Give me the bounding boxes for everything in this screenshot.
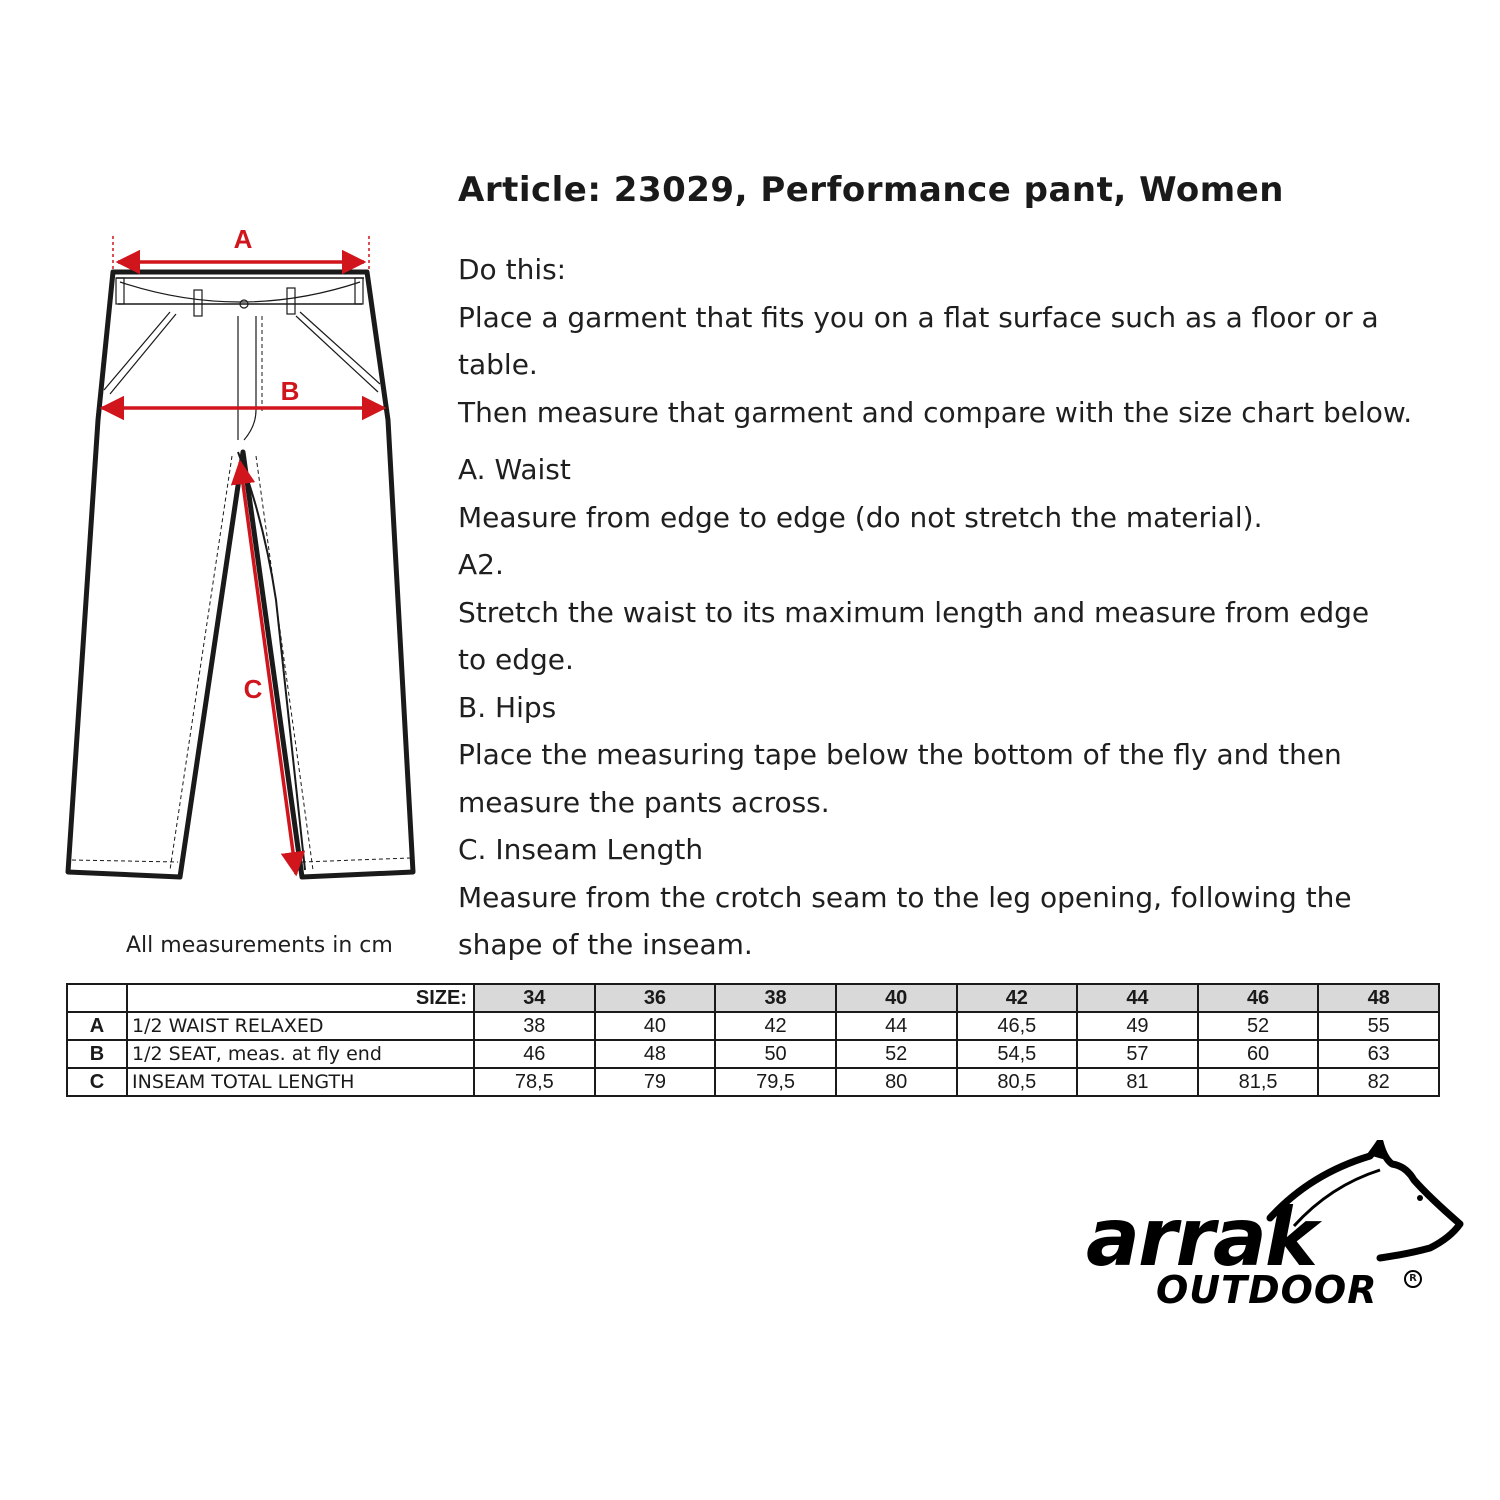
- logo-subtitle: OUTDOOR: [1156, 1268, 1378, 1312]
- table-cell: 44: [836, 1012, 957, 1040]
- section-inseam-text: Measure from the crotch seam to the leg opening, following the shape of the inseam.: [458, 880, 1352, 961]
- table-cell: 82: [1318, 1068, 1439, 1096]
- inseam-arrow: [240, 462, 296, 874]
- size-header: 46: [1198, 984, 1319, 1012]
- logo-brand: arrak: [1086, 1191, 1317, 1284]
- row-description: 1/2 WAIST RELAXED: [127, 1012, 474, 1040]
- table-cell: 46,5: [957, 1012, 1078, 1040]
- size-header: 34: [474, 984, 595, 1012]
- registered-mark: R: [1404, 1270, 1422, 1288]
- size-header: 40: [836, 984, 957, 1012]
- table-cell: 78,5: [474, 1068, 595, 1096]
- table-cell: 52: [1198, 1012, 1319, 1040]
- table-header-blank: [67, 984, 127, 1012]
- row-code: A: [67, 1012, 127, 1040]
- table-cell: 79,5: [715, 1068, 836, 1096]
- instructions-line-1: Place a garment that fits you on a flat surface such as a floor or a table.: [458, 300, 1379, 381]
- row-code: B: [67, 1040, 127, 1068]
- table-cell: 57: [1077, 1040, 1198, 1068]
- measurement-markers: [102, 236, 384, 874]
- size-header: 38: [715, 984, 836, 1012]
- instructions-panel: [458, 170, 1458, 969]
- units-note: All measurements in cm: [126, 933, 393, 958]
- label-c: C: [243, 674, 263, 704]
- page-title: Article: 23029, Performance pant, Women: [458, 170, 1284, 210]
- label-a: A: [233, 224, 253, 254]
- table-cell: 63: [1318, 1040, 1439, 1068]
- arrak-outdoor-logo: [1080, 1140, 1470, 1320]
- table-row: [67, 1040, 1439, 1068]
- section-hips-heading: B. Hips: [458, 690, 557, 724]
- table-cell: 80: [836, 1068, 957, 1096]
- table-cell: 40: [595, 1012, 716, 1040]
- instructions-heading: Do this:: [458, 253, 567, 286]
- section-waist-heading: A. Waist: [458, 453, 571, 486]
- table-cell: 46: [474, 1040, 595, 1068]
- table-cell: 50: [715, 1040, 836, 1068]
- row-code: C: [67, 1068, 127, 1096]
- table-row: [67, 1012, 1439, 1040]
- table-cell: 38: [474, 1012, 595, 1040]
- size-header: 36: [595, 984, 716, 1012]
- table-cell: 52: [836, 1040, 957, 1068]
- table-cell: 81,5: [1198, 1068, 1319, 1096]
- table-cell: 55: [1318, 1012, 1439, 1040]
- section-a2-text: Stretch the waist to its maximum length and measure from edge to edge.: [458, 595, 1370, 676]
- size-header: 42: [957, 984, 1078, 1012]
- row-description: 1/2 SEAT, meas. at fly end: [127, 1040, 474, 1068]
- table-cell: 49: [1077, 1012, 1198, 1040]
- instructions-line-2: Then measure that garment and compare with the size chart below.: [458, 395, 1413, 429]
- table-cell: 80,5: [957, 1068, 1078, 1096]
- table-cell: 54,5: [957, 1040, 1078, 1068]
- row-description: INSEAM TOTAL LENGTH: [127, 1068, 474, 1096]
- section-a2-heading: A2.: [458, 548, 504, 581]
- size-label: SIZE:: [127, 984, 474, 1012]
- table-cell: 79: [595, 1068, 716, 1096]
- size-header: 44: [1077, 984, 1198, 1012]
- pants-outline: [68, 272, 413, 877]
- label-b: B: [280, 376, 300, 406]
- table-cell: 48: [595, 1040, 716, 1068]
- size-chart-table: [66, 983, 1440, 1097]
- table-cell: 60: [1198, 1040, 1319, 1068]
- size-header: 48: [1318, 984, 1439, 1012]
- table-cell: 81: [1077, 1068, 1198, 1096]
- table-header-row: [67, 984, 1439, 1012]
- table-cell: 42: [715, 1012, 836, 1040]
- section-inseam-heading: C. Inseam Length: [458, 833, 704, 866]
- section-hips-text: Place the measuring tape below the bottom of the fly and then measure the pants across.: [458, 738, 1342, 819]
- table-row: [67, 1068, 1439, 1096]
- section-waist-text: Measure from edge to edge (do not stretch the material).: [458, 500, 1263, 534]
